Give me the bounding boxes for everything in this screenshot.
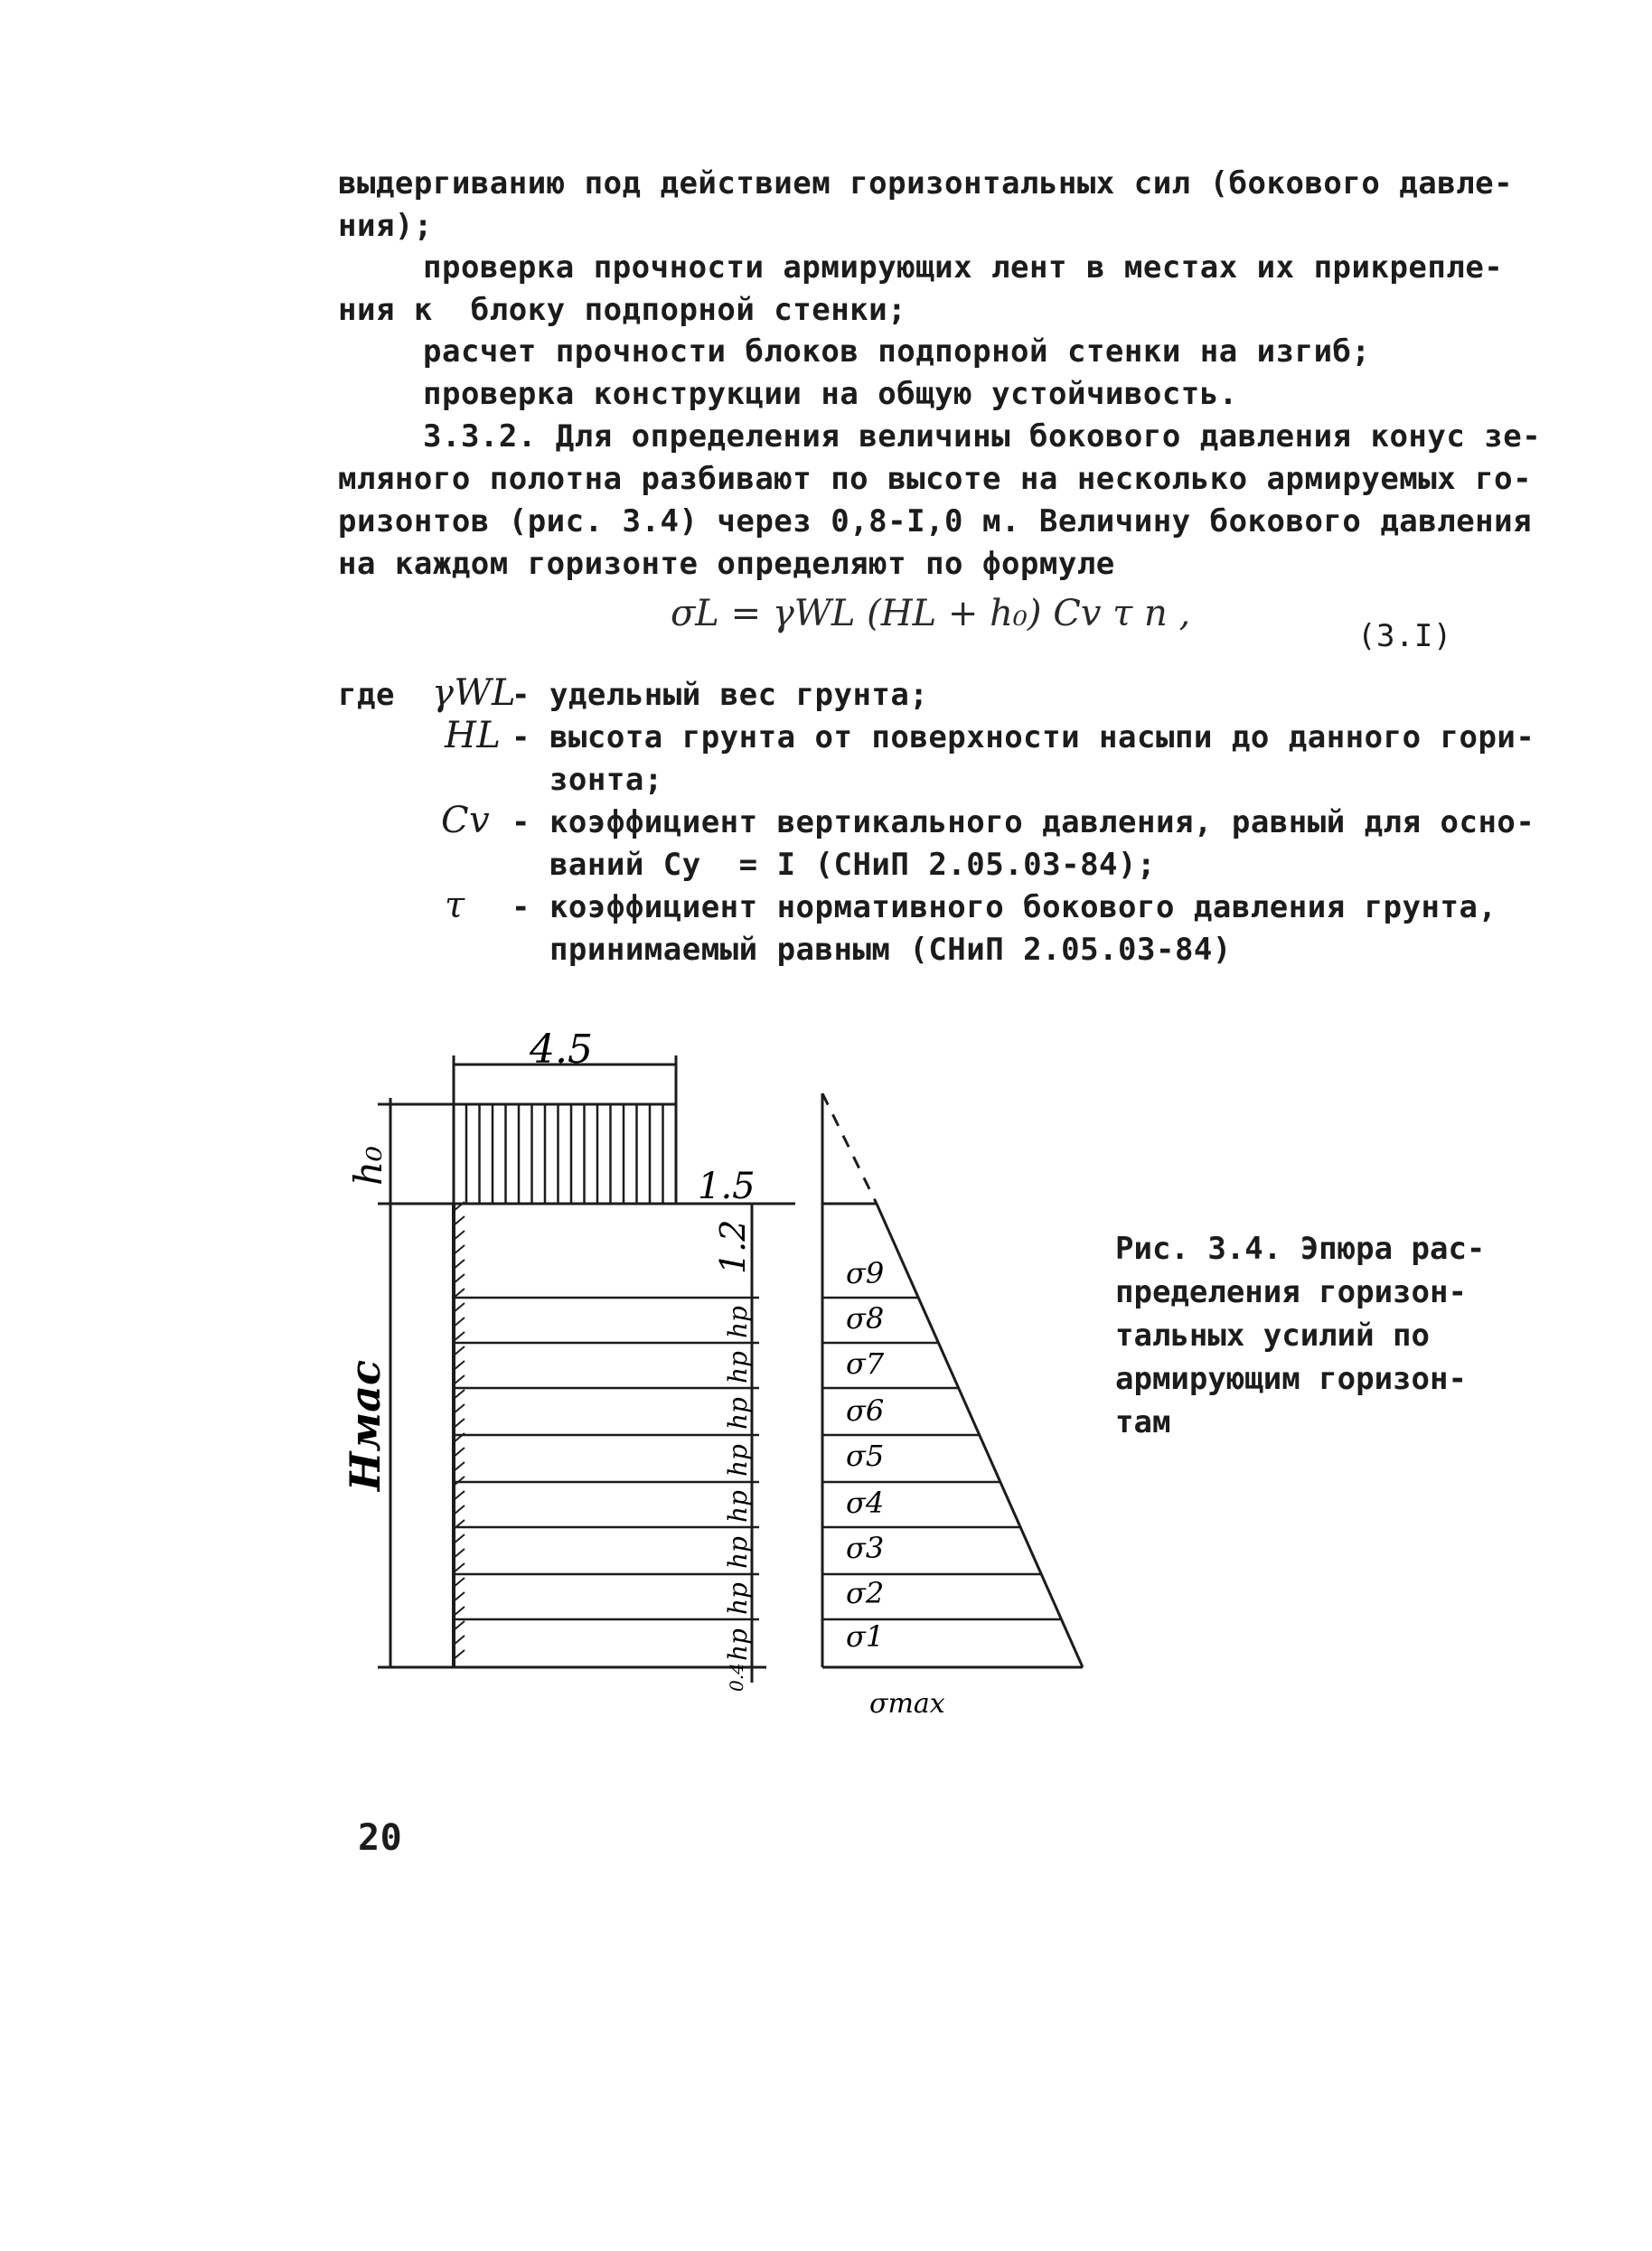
body-line: расчет прочности блоков подпорной стенки на изгиб; <box>423 333 1371 370</box>
hp-label: hр <box>723 1397 753 1430</box>
step-dim-label: 1.5 <box>698 1166 756 1207</box>
sigma-label: σ8 <box>846 1301 885 1336</box>
legend-text: - коэффициент нормативного бокового давления грунта, <box>512 889 1497 925</box>
sigma-max-label: σmax <box>869 1688 945 1720</box>
sigma-label: σ2 <box>846 1576 885 1610</box>
body-line: ния к блоку подпорной стенки; <box>338 292 907 328</box>
figure-caption-line: армирующим горизон- <box>1115 1361 1467 1397</box>
top-dim-label: 4.5 <box>530 1027 593 1073</box>
legend-text: - удельный вес грунта; <box>512 677 929 713</box>
where-label: где <box>338 677 395 713</box>
sigma-label: σ5 <box>846 1439 885 1473</box>
legend-text: - коэффициент вертикального давления, равный для осно- <box>512 804 1535 840</box>
hp-labels <box>723 1306 753 1661</box>
sigma-label: σ7 <box>846 1346 885 1381</box>
figure-caption-line: Рис. 3.4. Эпюра рас- <box>1115 1231 1486 1267</box>
first-dim-label: 1.2 <box>713 1219 753 1274</box>
sigma-label: σ4 <box>846 1486 885 1520</box>
load-hatching <box>466 1104 663 1204</box>
legend-text: принимаемый равным (СНиП 2.05.03-84) <box>512 932 1232 968</box>
body-line: выдергиванию под действием горизонтальных сил (бокового давле- <box>338 165 1514 202</box>
reinforcement-horizons <box>454 1298 759 1619</box>
hmax-label: Hмас <box>341 1359 390 1491</box>
hp-label: hр <box>723 1582 753 1615</box>
body-line: на каждом горизонте определяют по формуле <box>338 546 1115 582</box>
formula: σL = γWL (HL + h₀) Cv τ n , <box>671 593 1191 634</box>
formula-number: (3.I) <box>1357 618 1452 654</box>
legend-text: ваний Cy = I (СНиП 2.05.03-84); <box>512 847 1156 883</box>
body-line: ния); <box>338 208 433 244</box>
figure-caption-line: там <box>1115 1404 1171 1440</box>
hp-label: hр <box>723 1536 753 1569</box>
legend-symbol: HL <box>445 715 502 756</box>
sigma-label: σ1 <box>846 1619 885 1654</box>
legend-symbol: Cv <box>441 800 491 841</box>
hp-label: hр <box>723 1490 753 1523</box>
body-line: 3.3.2. Для определения величины бокового давления конус зе- <box>423 418 1542 455</box>
sigma-label: σ3 <box>846 1531 885 1565</box>
sigma-labels <box>846 1256 885 1654</box>
hp-label: hр <box>723 1306 753 1338</box>
body-line: проверка прочности армирующих лент в местах их прикрепле- <box>423 249 1504 286</box>
legend-text: - высота грунта от поверхности насыпи до данного гори- <box>512 719 1535 755</box>
h0-load-block <box>454 1104 676 1204</box>
body-line: ризонтов (рис. 3.4) через 0,8-I,0 м. Величину бокового давления <box>338 503 1533 539</box>
page-number: 20 <box>358 1817 403 1859</box>
legend-symbol: τ <box>445 885 465 926</box>
legend-symbol: γWL <box>432 672 517 714</box>
sigma-label: σ6 <box>846 1393 885 1428</box>
figure-caption-line: пределения горизон- <box>1115 1274 1467 1310</box>
body-line: проверка конструкции на общую устойчивость. <box>423 376 1238 412</box>
sigma-label: σ9 <box>846 1256 885 1290</box>
hp-label: hр <box>723 1628 753 1661</box>
hp-label: hр <box>723 1444 753 1477</box>
figure-caption-line: тальных усилий по <box>1115 1318 1430 1354</box>
bottom-dim-label: 0.4 <box>726 1663 747 1692</box>
legend-text: зонта; <box>512 762 663 798</box>
hp-label: hр <box>723 1351 753 1383</box>
body-line: мляного полотна разбивают по высоте на несколько армируемых го- <box>338 461 1533 497</box>
h0-label: h₀ <box>346 1146 390 1186</box>
